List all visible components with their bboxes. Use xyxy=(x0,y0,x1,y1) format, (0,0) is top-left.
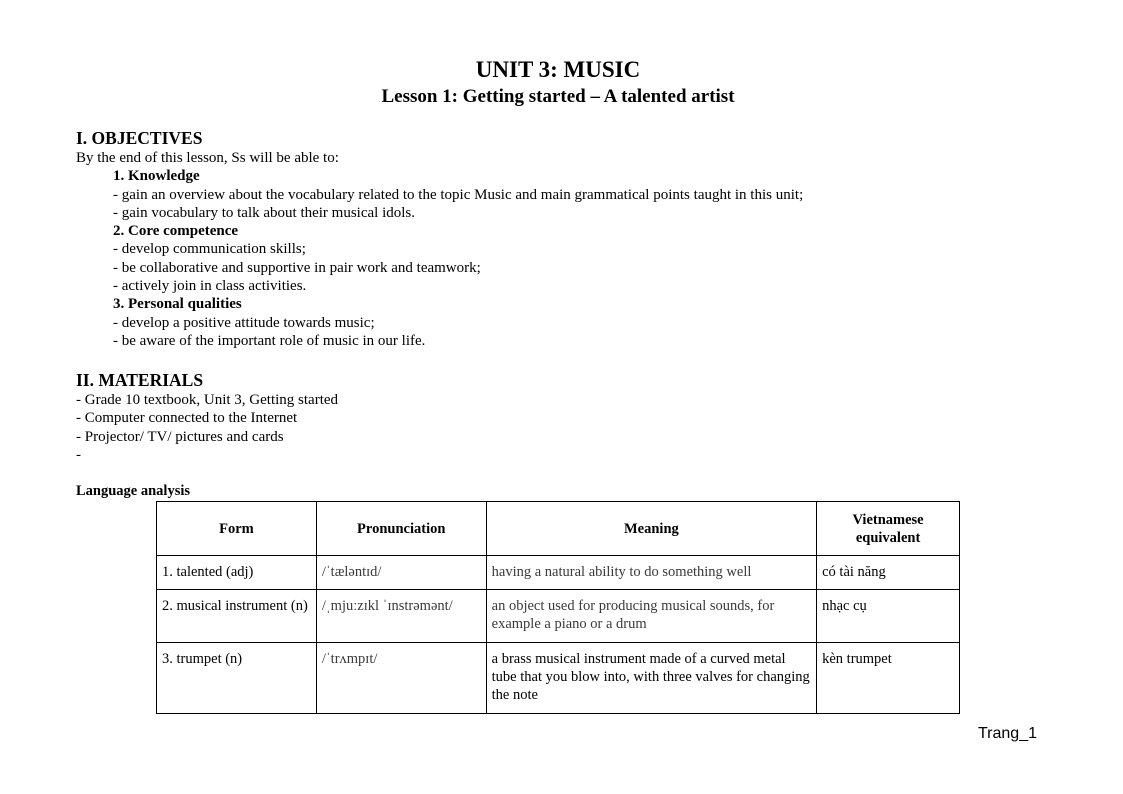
objectives-intro: By the end of this lesson, Ss will be able to: xyxy=(76,150,339,166)
lesson-subtitle: Lesson 1: Getting started – A talented artist xyxy=(381,86,735,107)
column-header-meaning: Meaning xyxy=(486,502,816,556)
objectives-heading: I. OBJECTIVES xyxy=(76,128,203,148)
cell-meaning: a brass musical instrument made of a curved metal tube that you blow into, with three valves for changing the note xyxy=(486,643,816,714)
cell-pronunciation: /ˌmjuːzɪkl ˈɪnstrəmənt/ xyxy=(316,590,486,643)
materials-section xyxy=(76,370,338,464)
cell-form: 1. talented (adj) xyxy=(157,556,317,590)
materials-item: - Grade 10 textbook, Unit 3, Getting started xyxy=(76,392,339,408)
core-competence-item: - be collaborative and supportive in pair work and teamwork; xyxy=(113,259,481,276)
column-header-pronunciation: Pronunciation xyxy=(316,502,486,556)
knowledge-heading: 1. Knowledge xyxy=(113,168,200,185)
table-row xyxy=(157,590,960,643)
knowledge-item: - gain an overview about the vocabulary related to the topic Music and main grammatical points taught in this unit; xyxy=(113,186,804,203)
page-number: Trang_1 xyxy=(978,725,1037,742)
core-competence-item: - actively join in class activities. xyxy=(113,278,307,295)
cell-vietnamese: nhạc cụ xyxy=(817,590,960,643)
table-row xyxy=(157,643,960,714)
personal-qualities-item: - be aware of the important role of music in our life. xyxy=(113,332,426,349)
table-header-row xyxy=(157,502,960,556)
column-header-vietnamese: Vietnamese equivalent xyxy=(817,502,960,556)
cell-meaning: an object used for producing musical sounds, for example a piano or a drum xyxy=(486,590,816,643)
knowledge-item: - gain vocabulary to talk about their musical idols. xyxy=(113,204,416,221)
cell-vietnamese: kèn trumpet xyxy=(817,643,960,714)
materials-item: - Computer connected to the Internet xyxy=(76,410,298,427)
column-header-form: Form xyxy=(157,502,317,556)
language-analysis-table xyxy=(156,501,960,714)
table-row xyxy=(157,556,960,590)
materials-heading: II. MATERIALS xyxy=(76,370,204,390)
core-competence-item: - develop communication skills; xyxy=(113,241,306,258)
cell-meaning: having a natural ability to do something well xyxy=(486,556,816,590)
language-analysis-title: Language analysis xyxy=(76,483,191,499)
page-title: UNIT 3: MUSIC xyxy=(475,57,641,82)
objectives-section xyxy=(76,128,803,350)
materials-item: - xyxy=(76,446,81,463)
materials-item: - Projector/ TV/ pictures and cards xyxy=(76,428,284,445)
core-competence-heading: 2. Core competence xyxy=(113,223,239,240)
cell-vietnamese: có tài năng xyxy=(817,556,960,590)
personal-qualities-heading: 3. Personal qualities xyxy=(113,296,242,313)
cell-form: 3. trumpet (n) xyxy=(157,643,317,714)
cell-pronunciation: /ˈtrʌmpɪt/ xyxy=(316,643,486,714)
personal-qualities-item: - develop a positive attitude towards music; xyxy=(113,314,375,331)
cell-pronunciation: /ˈtæləntɪd/ xyxy=(316,556,486,590)
cell-form: 2. musical instrument (n) xyxy=(157,590,317,643)
